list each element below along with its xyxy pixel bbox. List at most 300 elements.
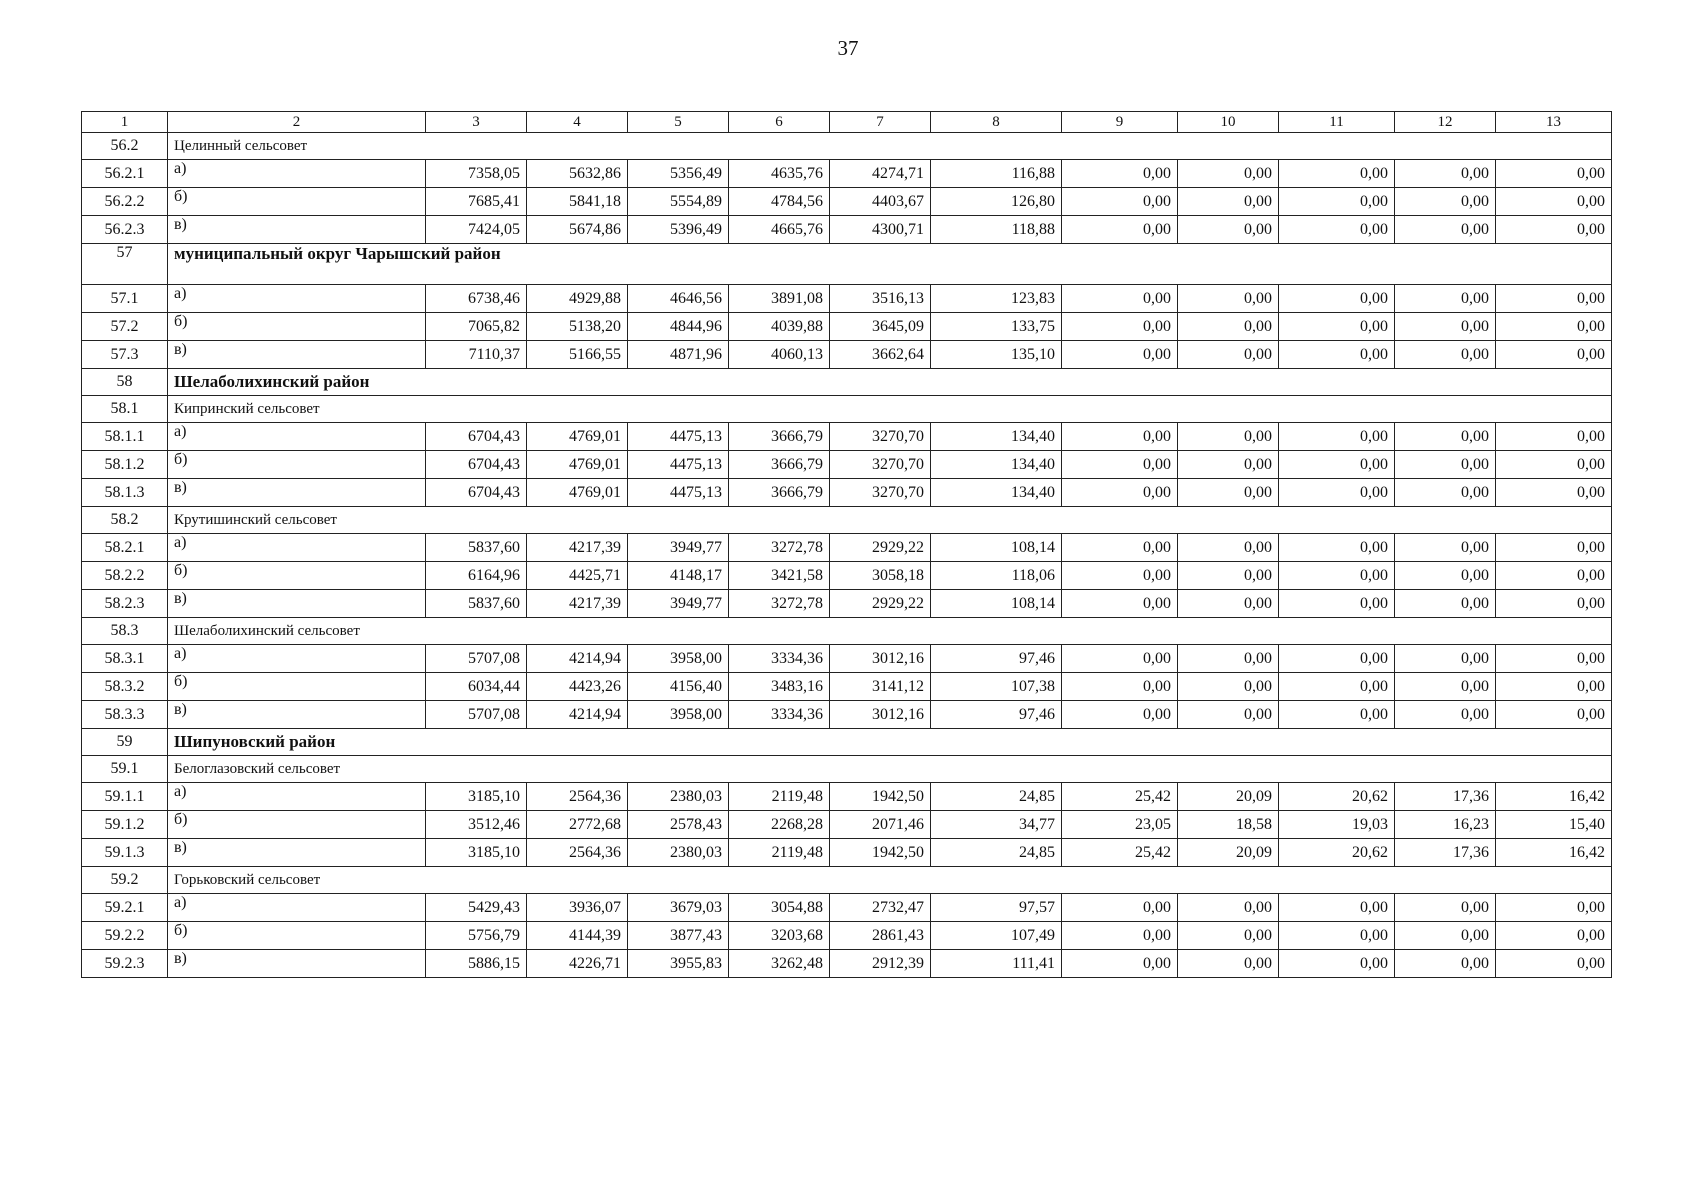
value-cell: 0,00: [1496, 534, 1612, 562]
value-cell: 97,46: [931, 645, 1062, 673]
value-cell: 108,14: [931, 534, 1062, 562]
value-cell: 118,06: [931, 562, 1062, 590]
group-name: Горьковский сельсовет: [168, 867, 1612, 894]
value-cell: 3262,48: [729, 950, 830, 978]
value-cell: 4274,71: [830, 160, 931, 188]
value-cell: 0,00: [1178, 950, 1279, 978]
value-cell: 0,00: [1178, 479, 1279, 507]
value-cell: 123,83: [931, 285, 1062, 313]
row-label: а): [168, 783, 426, 811]
value-cell: 4217,39: [527, 534, 628, 562]
value-cell: 0,00: [1279, 188, 1395, 216]
value-cell: 2912,39: [830, 950, 931, 978]
row-label: б): [168, 313, 426, 341]
value-cell: 7358,05: [426, 160, 527, 188]
value-cell: 0,00: [1279, 701, 1395, 729]
value-cell: 6704,43: [426, 451, 527, 479]
table-row: [82, 341, 1612, 369]
group-row: [82, 867, 1612, 894]
value-cell: 3958,00: [628, 645, 729, 673]
value-cell: 0,00: [1062, 423, 1178, 451]
row-label: б): [168, 673, 426, 701]
value-cell: 3955,83: [628, 950, 729, 978]
value-cell: 0,00: [1178, 894, 1279, 922]
row-label: а): [168, 534, 426, 562]
value-cell: 5356,49: [628, 160, 729, 188]
value-cell: 4214,94: [527, 645, 628, 673]
value-cell: 5707,08: [426, 645, 527, 673]
table-row: [82, 811, 1612, 839]
row-code: 59.2: [82, 867, 168, 894]
value-cell: 0,00: [1062, 590, 1178, 618]
value-cell: 108,14: [931, 590, 1062, 618]
value-cell: 0,00: [1395, 562, 1496, 590]
value-cell: 3666,79: [729, 479, 830, 507]
row-code: 57.2: [82, 313, 168, 341]
value-cell: 0,00: [1178, 285, 1279, 313]
row-label: в): [168, 950, 426, 978]
table-row: [82, 216, 1612, 244]
value-cell: 5138,20: [527, 313, 628, 341]
value-cell: 6034,44: [426, 673, 527, 701]
value-cell: 0,00: [1395, 950, 1496, 978]
table-row: [82, 534, 1612, 562]
value-cell: 3334,36: [729, 645, 830, 673]
value-cell: 0,00: [1062, 285, 1178, 313]
value-cell: 24,85: [931, 783, 1062, 811]
table-row: [82, 160, 1612, 188]
table-row: [82, 423, 1612, 451]
value-cell: 0,00: [1496, 285, 1612, 313]
row-code: 57.1: [82, 285, 168, 313]
row-label: в): [168, 839, 426, 867]
row-label: б): [168, 451, 426, 479]
value-cell: 2929,22: [830, 534, 931, 562]
value-cell: 4665,76: [729, 216, 830, 244]
value-cell: 0,00: [1496, 313, 1612, 341]
value-cell: 3666,79: [729, 423, 830, 451]
value-cell: 135,10: [931, 341, 1062, 369]
row-code: 58.3.2: [82, 673, 168, 701]
value-cell: 4425,71: [527, 562, 628, 590]
value-cell: 111,41: [931, 950, 1062, 978]
value-cell: 116,88: [931, 160, 1062, 188]
value-cell: 3949,77: [628, 534, 729, 562]
value-cell: 3141,12: [830, 673, 931, 701]
value-cell: 3662,64: [830, 341, 931, 369]
value-cell: 0,00: [1178, 922, 1279, 950]
page-number: 37: [837, 36, 859, 60]
row-label: в): [168, 590, 426, 618]
row-code: 56.2.2: [82, 188, 168, 216]
value-cell: 0,00: [1062, 922, 1178, 950]
value-cell: 0,00: [1496, 160, 1612, 188]
table-row: [82, 562, 1612, 590]
value-cell: 3516,13: [830, 285, 931, 313]
value-cell: 7110,37: [426, 341, 527, 369]
value-cell: 0,00: [1496, 451, 1612, 479]
row-label: в): [168, 216, 426, 244]
value-cell: 134,40: [931, 423, 1062, 451]
value-cell: 3203,68: [729, 922, 830, 950]
value-cell: 0,00: [1279, 894, 1395, 922]
value-cell: 0,00: [1062, 341, 1178, 369]
group-row: [82, 756, 1612, 783]
value-cell: 4156,40: [628, 673, 729, 701]
value-cell: 0,00: [1496, 701, 1612, 729]
value-cell: 3272,78: [729, 534, 830, 562]
column-number: 2: [168, 112, 426, 133]
value-cell: 0,00: [1178, 451, 1279, 479]
table-row: [82, 451, 1612, 479]
value-cell: 0,00: [1395, 479, 1496, 507]
group-row: [82, 507, 1612, 534]
value-cell: 0,00: [1395, 451, 1496, 479]
group-row: [82, 396, 1612, 423]
value-cell: 3483,16: [729, 673, 830, 701]
value-cell: 0,00: [1062, 188, 1178, 216]
table-row: [82, 783, 1612, 811]
row-code: 56.2.1: [82, 160, 168, 188]
value-cell: 0,00: [1178, 645, 1279, 673]
value-cell: 5554,89: [628, 188, 729, 216]
value-cell: 0,00: [1496, 894, 1612, 922]
value-cell: 0,00: [1178, 534, 1279, 562]
row-code: 58.2.2: [82, 562, 168, 590]
value-cell: 0,00: [1496, 562, 1612, 590]
row-code: 58.3.3: [82, 701, 168, 729]
value-cell: 6704,43: [426, 479, 527, 507]
value-cell: 25,42: [1062, 839, 1178, 867]
row-label: б): [168, 922, 426, 950]
value-cell: 3272,78: [729, 590, 830, 618]
value-cell: 2071,46: [830, 811, 931, 839]
row-code: 58.1: [82, 396, 168, 423]
value-cell: 5707,08: [426, 701, 527, 729]
row-code: 58.1.1: [82, 423, 168, 451]
column-number: 11: [1279, 112, 1395, 133]
value-cell: 7065,82: [426, 313, 527, 341]
value-cell: 97,46: [931, 701, 1062, 729]
value-cell: 97,57: [931, 894, 1062, 922]
value-cell: 0,00: [1395, 922, 1496, 950]
group-name: Целинный сельсовет: [168, 133, 1612, 160]
value-cell: 2119,48: [729, 783, 830, 811]
row-label: в): [168, 479, 426, 507]
row-code: 58.2.1: [82, 534, 168, 562]
tariff-table: [81, 111, 1612, 978]
value-cell: 0,00: [1178, 341, 1279, 369]
table-row: [82, 645, 1612, 673]
value-cell: 0,00: [1496, 922, 1612, 950]
column-number: 1: [82, 112, 168, 133]
row-code: 57.3: [82, 341, 168, 369]
value-cell: 3891,08: [729, 285, 830, 313]
value-cell: 1942,50: [830, 839, 931, 867]
value-cell: 0,00: [1062, 950, 1178, 978]
value-cell: 3334,36: [729, 701, 830, 729]
value-cell: 0,00: [1178, 562, 1279, 590]
value-cell: 16,23: [1395, 811, 1496, 839]
row-label: б): [168, 811, 426, 839]
column-number: 4: [527, 112, 628, 133]
value-cell: 2119,48: [729, 839, 830, 867]
row-label: б): [168, 188, 426, 216]
value-cell: 0,00: [1496, 673, 1612, 701]
value-cell: 3877,43: [628, 922, 729, 950]
group-name: Шелаболихинский район: [168, 369, 1612, 396]
value-cell: 6164,96: [426, 562, 527, 590]
value-cell: 20,09: [1178, 839, 1279, 867]
value-cell: 0,00: [1496, 216, 1612, 244]
value-cell: 5837,60: [426, 534, 527, 562]
value-cell: 2564,36: [527, 839, 628, 867]
value-cell: 3270,70: [830, 479, 931, 507]
value-cell: 3270,70: [830, 423, 931, 451]
value-cell: 3012,16: [830, 701, 931, 729]
value-cell: 25,42: [1062, 783, 1178, 811]
value-cell: 4844,96: [628, 313, 729, 341]
value-cell: 0,00: [1279, 313, 1395, 341]
column-number: 13: [1496, 112, 1612, 133]
value-cell: 18,58: [1178, 811, 1279, 839]
value-cell: 0,00: [1395, 160, 1496, 188]
value-cell: 4226,71: [527, 950, 628, 978]
value-cell: 7424,05: [426, 216, 527, 244]
value-cell: 0,00: [1395, 285, 1496, 313]
value-cell: 0,00: [1279, 534, 1395, 562]
value-cell: 0,00: [1279, 590, 1395, 618]
row-code: 58: [82, 369, 168, 396]
value-cell: 20,62: [1279, 783, 1395, 811]
value-cell: 16,42: [1496, 839, 1612, 867]
value-cell: 4475,13: [628, 451, 729, 479]
table-row: [82, 701, 1612, 729]
column-number-row: [82, 112, 1612, 133]
value-cell: 118,88: [931, 216, 1062, 244]
value-cell: 134,40: [931, 479, 1062, 507]
value-cell: 6704,43: [426, 423, 527, 451]
value-cell: 4039,88: [729, 313, 830, 341]
value-cell: 4214,94: [527, 701, 628, 729]
value-cell: 3421,58: [729, 562, 830, 590]
row-code: 59: [82, 729, 168, 756]
row-code: 58.2: [82, 507, 168, 534]
value-cell: 0,00: [1279, 160, 1395, 188]
value-cell: 6738,46: [426, 285, 527, 313]
value-cell: 0,00: [1178, 590, 1279, 618]
row-code: 59.1.2: [82, 811, 168, 839]
value-cell: 2861,43: [830, 922, 931, 950]
value-cell: 0,00: [1395, 341, 1496, 369]
value-cell: 0,00: [1062, 701, 1178, 729]
value-cell: 4929,88: [527, 285, 628, 313]
value-cell: 4403,67: [830, 188, 931, 216]
value-cell: 3054,88: [729, 894, 830, 922]
value-cell: 5429,43: [426, 894, 527, 922]
row-code: 59.1.3: [82, 839, 168, 867]
value-cell: 0,00: [1279, 216, 1395, 244]
row-label: в): [168, 341, 426, 369]
value-cell: 0,00: [1062, 313, 1178, 341]
value-cell: 1942,50: [830, 783, 931, 811]
value-cell: 5841,18: [527, 188, 628, 216]
value-cell: 15,40: [1496, 811, 1612, 839]
group-name: Белоглазовский сельсовет: [168, 756, 1612, 783]
value-cell: 23,05: [1062, 811, 1178, 839]
table-row: [82, 839, 1612, 867]
value-cell: 4144,39: [527, 922, 628, 950]
row-label: в): [168, 701, 426, 729]
value-cell: 2380,03: [628, 839, 729, 867]
value-cell: 0,00: [1178, 313, 1279, 341]
column-number: 9: [1062, 112, 1178, 133]
value-cell: 107,38: [931, 673, 1062, 701]
group-row: [82, 244, 1612, 285]
value-cell: 0,00: [1496, 341, 1612, 369]
value-cell: 0,00: [1062, 534, 1178, 562]
value-cell: 3270,70: [830, 451, 931, 479]
value-cell: 17,36: [1395, 839, 1496, 867]
row-code: 58.3: [82, 618, 168, 645]
row-code: 58.2.3: [82, 590, 168, 618]
value-cell: 0,00: [1395, 216, 1496, 244]
value-cell: 3185,10: [426, 783, 527, 811]
table-row: [82, 950, 1612, 978]
value-cell: 5166,55: [527, 341, 628, 369]
row-code: 57: [82, 244, 168, 285]
value-cell: 4475,13: [628, 479, 729, 507]
value-cell: 3012,16: [830, 645, 931, 673]
value-cell: 34,77: [931, 811, 1062, 839]
row-code: 59.1.1: [82, 783, 168, 811]
value-cell: 5632,86: [527, 160, 628, 188]
value-cell: 0,00: [1062, 160, 1178, 188]
value-cell: 134,40: [931, 451, 1062, 479]
value-cell: 3645,09: [830, 313, 931, 341]
value-cell: 0,00: [1062, 451, 1178, 479]
value-cell: 0,00: [1395, 894, 1496, 922]
group-row: [82, 729, 1612, 756]
group-name: Кипринский сельсовет: [168, 396, 1612, 423]
value-cell: 0,00: [1395, 423, 1496, 451]
group-row: [82, 618, 1612, 645]
value-cell: 2268,28: [729, 811, 830, 839]
value-cell: 4871,96: [628, 341, 729, 369]
value-cell: 4148,17: [628, 562, 729, 590]
value-cell: 4060,13: [729, 341, 830, 369]
value-cell: 0,00: [1062, 562, 1178, 590]
value-cell: 0,00: [1279, 451, 1395, 479]
value-cell: 20,62: [1279, 839, 1395, 867]
group-row: [82, 369, 1612, 396]
value-cell: 0,00: [1178, 188, 1279, 216]
row-code: 56.2.3: [82, 216, 168, 244]
value-cell: 0,00: [1395, 590, 1496, 618]
value-cell: 3949,77: [628, 590, 729, 618]
value-cell: 2380,03: [628, 783, 729, 811]
row-code: 58.1.2: [82, 451, 168, 479]
group-name: муниципальный округ Чарышский район: [168, 244, 1612, 285]
value-cell: 4769,01: [527, 479, 628, 507]
value-cell: 0,00: [1496, 950, 1612, 978]
value-cell: 0,00: [1395, 645, 1496, 673]
row-code: 59.2.3: [82, 950, 168, 978]
value-cell: 3058,18: [830, 562, 931, 590]
value-cell: 0,00: [1178, 423, 1279, 451]
value-cell: 4646,56: [628, 285, 729, 313]
value-cell: 4217,39: [527, 590, 628, 618]
row-code: 59.2.2: [82, 922, 168, 950]
value-cell: 0,00: [1178, 216, 1279, 244]
row-code: 59.1: [82, 756, 168, 783]
value-cell: 4300,71: [830, 216, 931, 244]
table-row: [82, 313, 1612, 341]
value-cell: 4635,76: [729, 160, 830, 188]
value-cell: 126,80: [931, 188, 1062, 216]
group-row: [82, 133, 1612, 160]
value-cell: 4475,13: [628, 423, 729, 451]
value-cell: 5396,49: [628, 216, 729, 244]
table-body: [82, 112, 1612, 978]
value-cell: 4769,01: [527, 423, 628, 451]
value-cell: 0,00: [1279, 341, 1395, 369]
group-name: Шелаболихинский сельсовет: [168, 618, 1612, 645]
value-cell: 0,00: [1062, 673, 1178, 701]
value-cell: 2564,36: [527, 783, 628, 811]
value-cell: 3958,00: [628, 701, 729, 729]
row-code: 59.2.1: [82, 894, 168, 922]
column-number: 12: [1395, 112, 1496, 133]
value-cell: 0,00: [1062, 894, 1178, 922]
value-cell: 0,00: [1279, 285, 1395, 313]
row-code: 58.1.3: [82, 479, 168, 507]
value-cell: 0,00: [1395, 673, 1496, 701]
value-cell: 0,00: [1496, 188, 1612, 216]
value-cell: 0,00: [1279, 645, 1395, 673]
value-cell: 0,00: [1496, 423, 1612, 451]
column-number: 5: [628, 112, 729, 133]
value-cell: 3185,10: [426, 839, 527, 867]
group-name: Шипуновский район: [168, 729, 1612, 756]
value-cell: 107,49: [931, 922, 1062, 950]
value-cell: 2929,22: [830, 590, 931, 618]
value-cell: 0,00: [1178, 701, 1279, 729]
value-cell: 4784,56: [729, 188, 830, 216]
value-cell: 19,03: [1279, 811, 1395, 839]
table-row: [82, 285, 1612, 313]
value-cell: 0,00: [1496, 590, 1612, 618]
value-cell: 4769,01: [527, 451, 628, 479]
row-label: а): [168, 423, 426, 451]
row-label: а): [168, 894, 426, 922]
value-cell: 0,00: [1395, 701, 1496, 729]
value-cell: 20,09: [1178, 783, 1279, 811]
value-cell: 0,00: [1395, 313, 1496, 341]
column-number: 6: [729, 112, 830, 133]
value-cell: 4423,26: [527, 673, 628, 701]
value-cell: 0,00: [1279, 922, 1395, 950]
row-label: а): [168, 285, 426, 313]
table-row: [82, 673, 1612, 701]
value-cell: 3936,07: [527, 894, 628, 922]
row-label: а): [168, 160, 426, 188]
value-cell: 17,36: [1395, 783, 1496, 811]
value-cell: 133,75: [931, 313, 1062, 341]
value-cell: 3512,46: [426, 811, 527, 839]
value-cell: 7685,41: [426, 188, 527, 216]
value-cell: 0,00: [1395, 534, 1496, 562]
